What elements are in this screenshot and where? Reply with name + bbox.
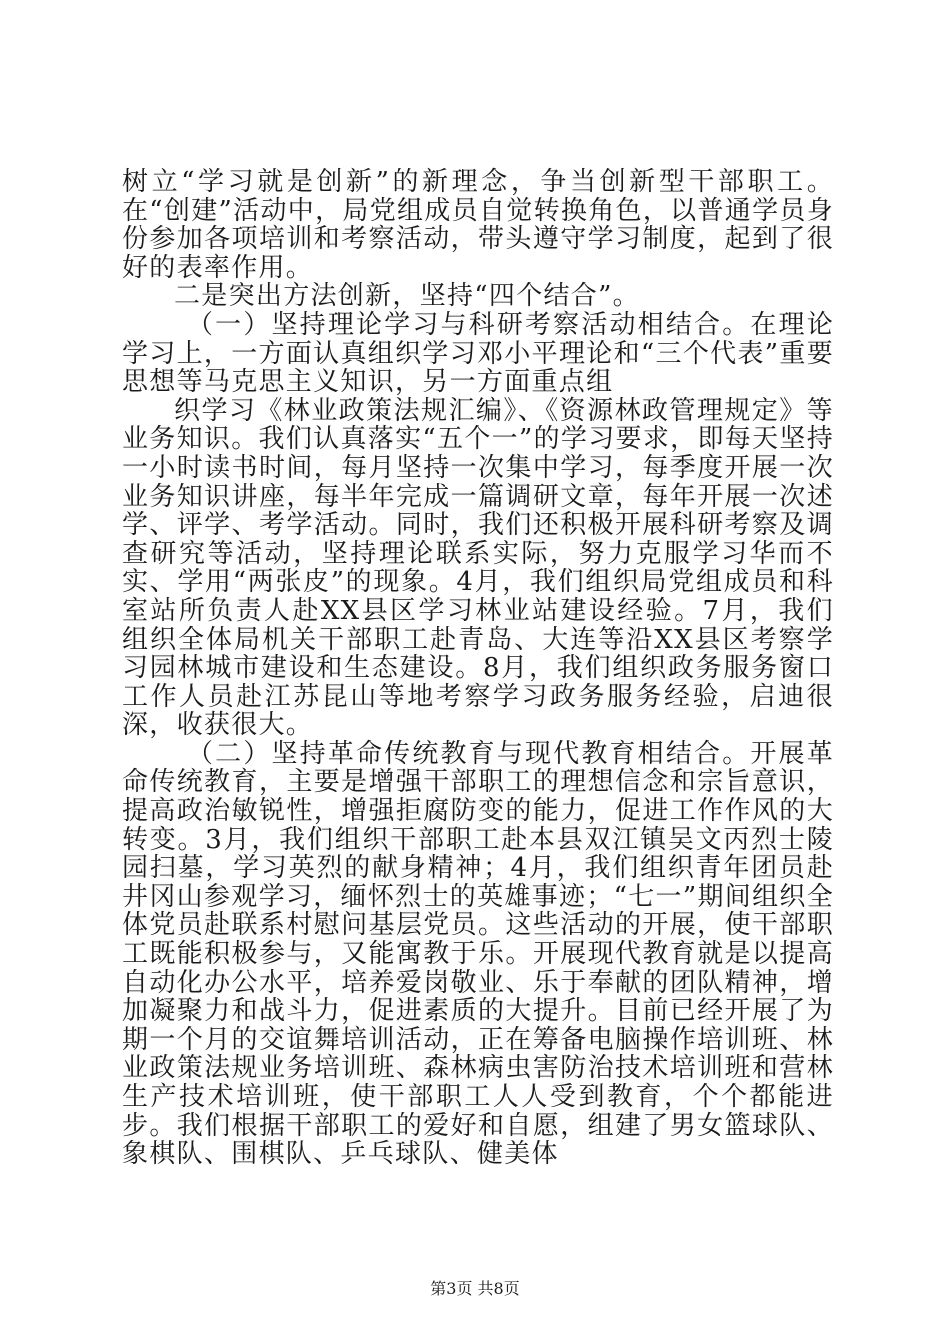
paragraph-4: 织学习《林业政策法规汇编》、《资源林政管理规定》等业务知识。我们认真落实“五个一”的学习要求，即每天坚持一小时读书时间，每月坚持一次集中学习，每季度开展一次业务知识讲座，每半年完成一篇调研文章，每年开展一次述学、评学、考学活动。同时，我们还积极开展科研考察及调查研究等活动，坚持理论联系实际，努力克服学习华而不实、学用“两张皮”的现象。4月，我们组织局党组成员和科室站所负责人赴XX县区学习林业站建设经验。7月，我们组织全体局机关干部职工赴青岛、大连等沿XX县区考察学习园林城市建设和生态建设。8月，我们组织政务服务窗口工作人员赴江苏昆山等地考察学习政务服务经验，启迪很深，收获很大。	[122, 395, 834, 741]
paragraph-1: 树立“学习就是创新”的新理念，争当创新型干部职工。在“创建”活动中，局党组成员自觉转换角色，以普通学员身份参加各项培训和考察活动，带头遵守学习制度，起到了很好的表率作用。	[122, 167, 834, 283]
page-footer: 第3页 共8页	[430, 1279, 520, 1298]
paragraph-5: （二）坚持革命传统教育与现代教育相结合。开展革命传统教育，主要是增强干部职工的理想信念和宗旨意识，提高政治敏锐性，增强拒腐防变的能力，促进工作作风的大转变。3月，我们组织干部职工赴本县双江镇吴文丙烈士陵园扫墓，学习英烈的献身精神；4月，我们组织青年团员赴井冈山参观学习，缅怀烈士的英雄事迹；“七一”期间组织全体党员赴联系村慰问基层党员。这些活动的开展，使干部职工既能积极参与，又能寓教于乐。开展现代教育就是以提高自动化办公水平，培养爱岗敬业、乐于奉献的团队精神，增加凝聚力和战斗力，促进素质的大提升。目前已经开展了为期一个月的交谊舞培训活动，正在筹备电脑操作培训班、林业政策法规业务培训班、森林病虫害防治技术培训班和营林生产技术培训班，使干部职工人人受到教育，个个都能进步。我们根据干部职工的爱好和自愿，组建了男女篮球队、象棋队、围棋队、乒乓球队、健美体	[122, 738, 834, 1170]
paragraph-3: （一）坚持理论学习与科研考察活动相结合。在理论学习上，一方面认真组织学习邓小平理论和“三个代表”重要思想等马克思主义知识，另一方面重点组	[122, 309, 834, 398]
paragraph-2: 二是突出方法创新，坚持“四个结合”。	[174, 281, 640, 312]
document-body	[122, 168, 834, 1169]
